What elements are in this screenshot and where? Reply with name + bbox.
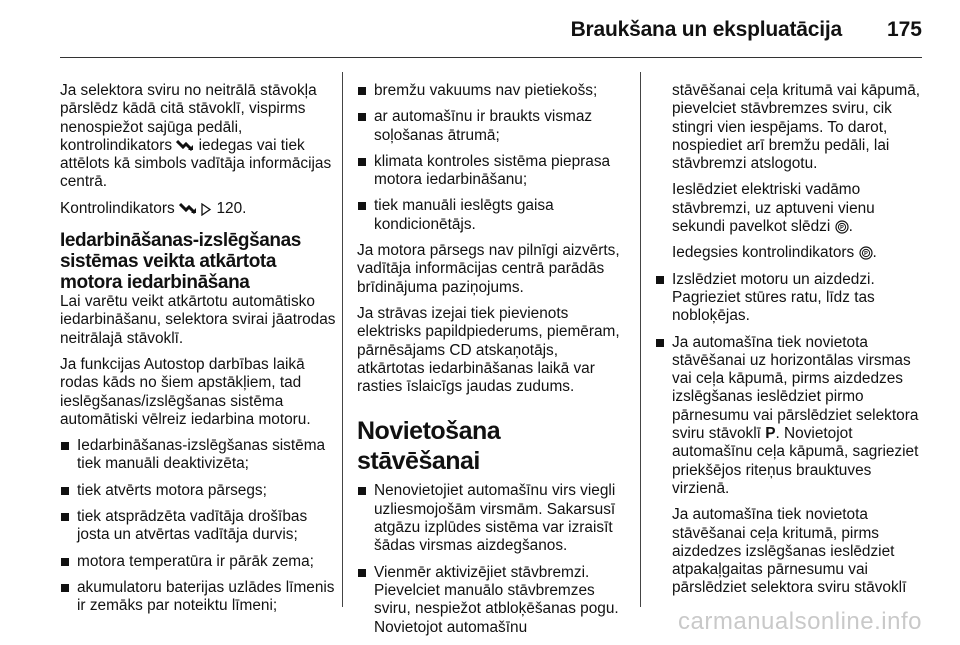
paragraph: Ja motora pārsegs nav pilnīgi aizvērts, vadītāja informācijas centrā parādās brīdinājuma paziņojums. <box>357 242 620 296</box>
watermark: carmanualsonline.info <box>678 608 922 635</box>
paragraph: Ja automašīna tiek novietota stāvēšanai ceļa kritumā, pirms aizdedzes izslēgšanas ieslēdziet atpakaļgaitas pārnesumu vai pārslēdziet selektora sviru stāvoklī <box>672 506 907 597</box>
list-item: klimata kontroles sistēma pieprasa motora iedarbināšanu; <box>357 153 625 190</box>
svg-text:P: P <box>839 225 844 232</box>
page-header <box>0 0 960 60</box>
paragraph: Ieslēdziet elektriski vadāmo stāvbremzi, uz aptuveni vienu sekundi pavelkot slēdzi P . <box>672 181 875 236</box>
paragraph: Ja funkcijas Autostop darbības laikā rodas kāds no šiem apstākļiem, tad ieslēgšanas/izslēgšanas sistēma automātiski vēlreiz iedarbina motoru. <box>60 355 311 428</box>
parking-brake-indicator-icon <box>859 246 873 260</box>
list-item: tiek atsprādzēta vadītāja drošības josta un atvērtas vadītāja durvis; <box>60 508 336 545</box>
paragraph: Iedegsies kontrolindikators P . <box>672 244 877 262</box>
column-divider-right <box>640 72 641 607</box>
page-reference-icon[interactable] <box>201 203 212 216</box>
column-divider-left <box>342 72 343 607</box>
svg-text:P: P <box>863 251 868 258</box>
paragraph: Ja strāvas izejai tiek pievienots elektrisks papildpiederums, piemēram, pārnēsājams CD atskaņotājs, atkārtotas iedarbināšanas laikā var rasties īslaicīgs jaudas zudums. <box>357 304 620 396</box>
column-2 <box>357 82 625 645</box>
header-title: Braukšana un ekspluatācija <box>570 18 842 41</box>
paragraph: Ja selektora sviru no neitrālā stāvokļa pārslēdz kādā citā stāvoklī, vispirms nenospiežot sajūga pedāli, kontrolindikators iedegas vai tiek attēlots kā simbols vadītāja informācijas centrā. <box>60 82 332 191</box>
section-heading: Iedarbināšanas-izslēgšanas sistēmas veikta atkārtota motora iedarbināšana <box>60 230 301 294</box>
column-1 <box>60 82 336 624</box>
list-item: Ja automašīna tiek novietota stāvēšanai uz horizontālas virsmas vai ceļa kāpumā, pirms aizdedzes izslēgšanas ieslēdziet pirmo pārnesumu vai pārslēdziet selektora sviru stāvoklī P. Novietojot automašīnu ceļa kāpumā, sagrieziet priekšējos riteņus brauktuves virzienā. <box>655 334 925 499</box>
header-divider <box>60 57 922 58</box>
list-item: bremžu vakuums nav pietiekošs; <box>357 82 625 100</box>
list-item: ar automašīnu ir braukts vismaz soļošanas ātrumā; <box>357 108 625 145</box>
page-number: 175 <box>886 18 922 41</box>
section-heading: Novietošana stāvēšanai <box>357 417 501 476</box>
list-item: Iedarbināšanas-izslēgšanas sistēma tiek manuāli deaktivizēta; <box>60 437 336 474</box>
paragraph: Kontrolindikators 120. <box>60 199 247 217</box>
list-item: tiek manuāli ieslēgts gaisa kondicionētājs. <box>357 197 625 234</box>
list-item: Nenovietojiet automašīnu virs viegli uzliesmojošām virsmām. Sakarsusī atgāzu izplūdes sistēma var izraisīt šādas virsmas aizdegšanos. <box>357 482 625 555</box>
gear-shift-indicator-icon <box>179 202 197 216</box>
column-3 <box>655 82 925 606</box>
list-item: akumulatoru baterijas uzlādes līmenis ir zemāks par noteiktu līmeni; <box>60 579 336 616</box>
gear-shift-indicator-icon <box>176 139 194 153</box>
list-item: motora temperatūra ir pārāk zema; <box>60 553 336 571</box>
page-reference-link[interactable]: 120. <box>216 199 247 217</box>
list-item: tiek atvērts motora pārsegs; <box>60 482 336 500</box>
parking-brake-switch-icon <box>835 220 849 234</box>
paragraph: stāvēšanai ceļa kritumā vai kāpumā, pievelciet stāvbremzes sviru, cik stingri vien iespējams. To darot, nospiediet arī bremžu pedāli, lai stāvbremzi atslogotu. <box>672 82 921 173</box>
list-item: Izslēdziet motoru un aizdedzi. Pagrieziet stūres ratu, līdz tas nobloķējas. <box>655 271 925 326</box>
list-item: Vienmēr aktivizējiet stāvbremzi. Pievelciet manuālo stāvbremzes sviru, nespiežot atbloķēšanas pogu. Novietojot automašīnu <box>357 564 625 637</box>
paragraph: Lai varētu veikt atkārtotu automātisko iedarbināšanu, selektora svirai jāatrodas neitrālajā stāvoklī. <box>60 293 336 347</box>
